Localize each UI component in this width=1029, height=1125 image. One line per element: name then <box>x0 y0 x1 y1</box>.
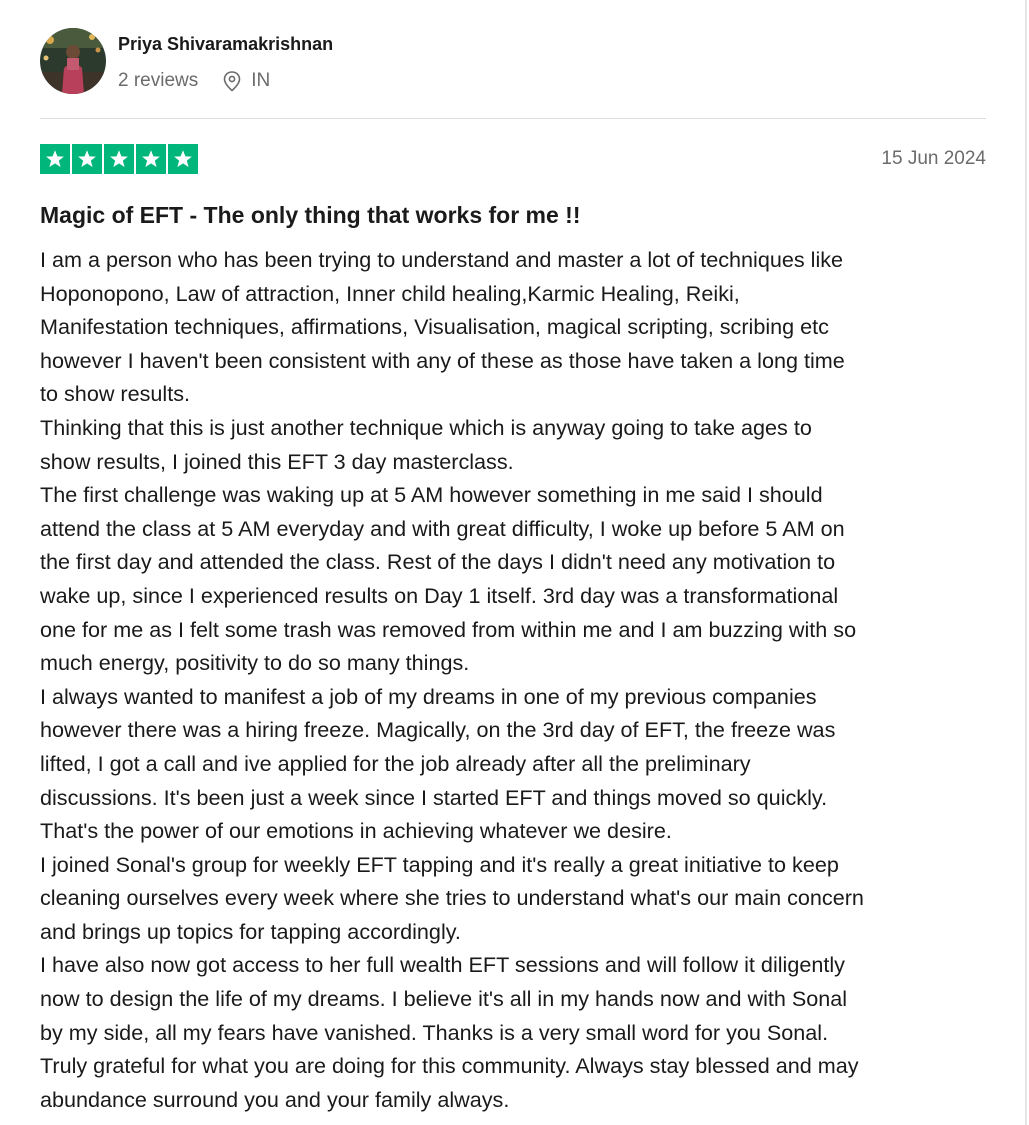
review-title[interactable]: Magic of EFT - The only thing that works for me !! <box>40 202 581 228</box>
review-text-line: to show results. <box>40 381 191 407</box>
review-text-line: much energy, positivity to do so many things. <box>40 650 470 676</box>
star-rating <box>40 144 986 174</box>
reviewer-info <box>118 28 333 92</box>
review-text-line: Hoponopono, Law of attraction, Inner child healing,Karmic Healing, Reiki, <box>40 280 740 306</box>
location-pin-icon <box>222 70 242 92</box>
review-text-line: show results, I joined this EFT 3 day masterclass. <box>40 448 514 474</box>
reviewer-meta <box>118 70 333 92</box>
review-count: 2 reviews <box>118 70 199 91</box>
avatar-image <box>40 28 106 94</box>
star-icon <box>72 144 102 174</box>
review-text-line: and brings up topics for tapping accordingly. <box>40 918 461 944</box>
review-body <box>40 243 1000 1116</box>
header-divider <box>40 118 986 119</box>
review-text-line: Thinking that this is just another technique which is anyway going to take ages to <box>40 414 812 440</box>
star-icon <box>136 144 166 174</box>
review-text-line: discussions. It's been just a week since I started EFT and things moved so quickly. <box>40 784 828 810</box>
review-text-line: however I haven't been consistent with any of these as those have taken a long time <box>40 347 845 373</box>
rating-row <box>40 144 986 174</box>
review-text-line: attend the class at 5 AM everyday and with great difficulty, I woke up before 5 AM on <box>40 515 845 541</box>
country-code: IN <box>251 70 271 91</box>
review-date: 15 Jun 2024 <box>881 148 986 169</box>
review-text-line: cleaning ourselves every week where she tries to understand what's our main concern <box>40 885 864 911</box>
review-text-line: I joined Sonal's group for weekly EFT tapping and it's really a great initiative to keep <box>40 851 839 877</box>
review-text-line: one for me as I felt some trash was removed from within me and I am buzzing with so <box>40 616 857 642</box>
review-text-line: I have also now got access to her full wealth EFT sessions and will follow it diligently <box>40 952 845 978</box>
reviewer-location <box>222 70 270 92</box>
review-text-line: I am a person who has been trying to understand and master a lot of techniques like <box>40 247 844 272</box>
review-text-line: the first day and attended the class. Rest of the days I didn't need any motivation to <box>40 549 836 575</box>
star-icon <box>40 144 70 174</box>
reviewer-name[interactable]: Priya Shivaramakrishnan <box>118 34 334 54</box>
review-text-line: I always wanted to manifest a job of my dreams in one of my previous companies <box>40 683 817 709</box>
review-text-line: The first challenge was waking up at 5 AM however something in me said I should <box>40 482 823 508</box>
avatar[interactable] <box>40 28 106 94</box>
review-text-line: lifted, I got a call and ive applied for the job already after all the preliminary <box>40 750 751 776</box>
reviewer-header <box>40 28 333 94</box>
review-text-line: wake up, since I experienced results on Day 1 itself. 3rd day was a transformational <box>40 582 839 608</box>
review-text-line: abundance surround you and your family always. <box>40 1086 510 1112</box>
review-text-line: by my side, all my fears have vanished. Thanks is a very small word for you Sonal. <box>40 1019 829 1045</box>
review-text-line: however there was a hiring freeze. Magically, on the 3rd day of EFT, the freeze was <box>40 717 836 743</box>
review-text-line: Truly grateful for what you are doing for this community. Always stay blessed and may <box>40 1053 859 1079</box>
review-text-line: That's the power of our emotions in achieving whatever we desire. <box>40 818 672 844</box>
star-icon <box>104 144 134 174</box>
review-text-line: Manifestation techniques, affirmations, Visualisation, magical scripting, scribing etc <box>40 314 829 340</box>
review-text-line: now to design the life of my dreams. I believe it's all in my hands now and with Sonal <box>40 986 848 1012</box>
star-icon <box>168 144 198 174</box>
